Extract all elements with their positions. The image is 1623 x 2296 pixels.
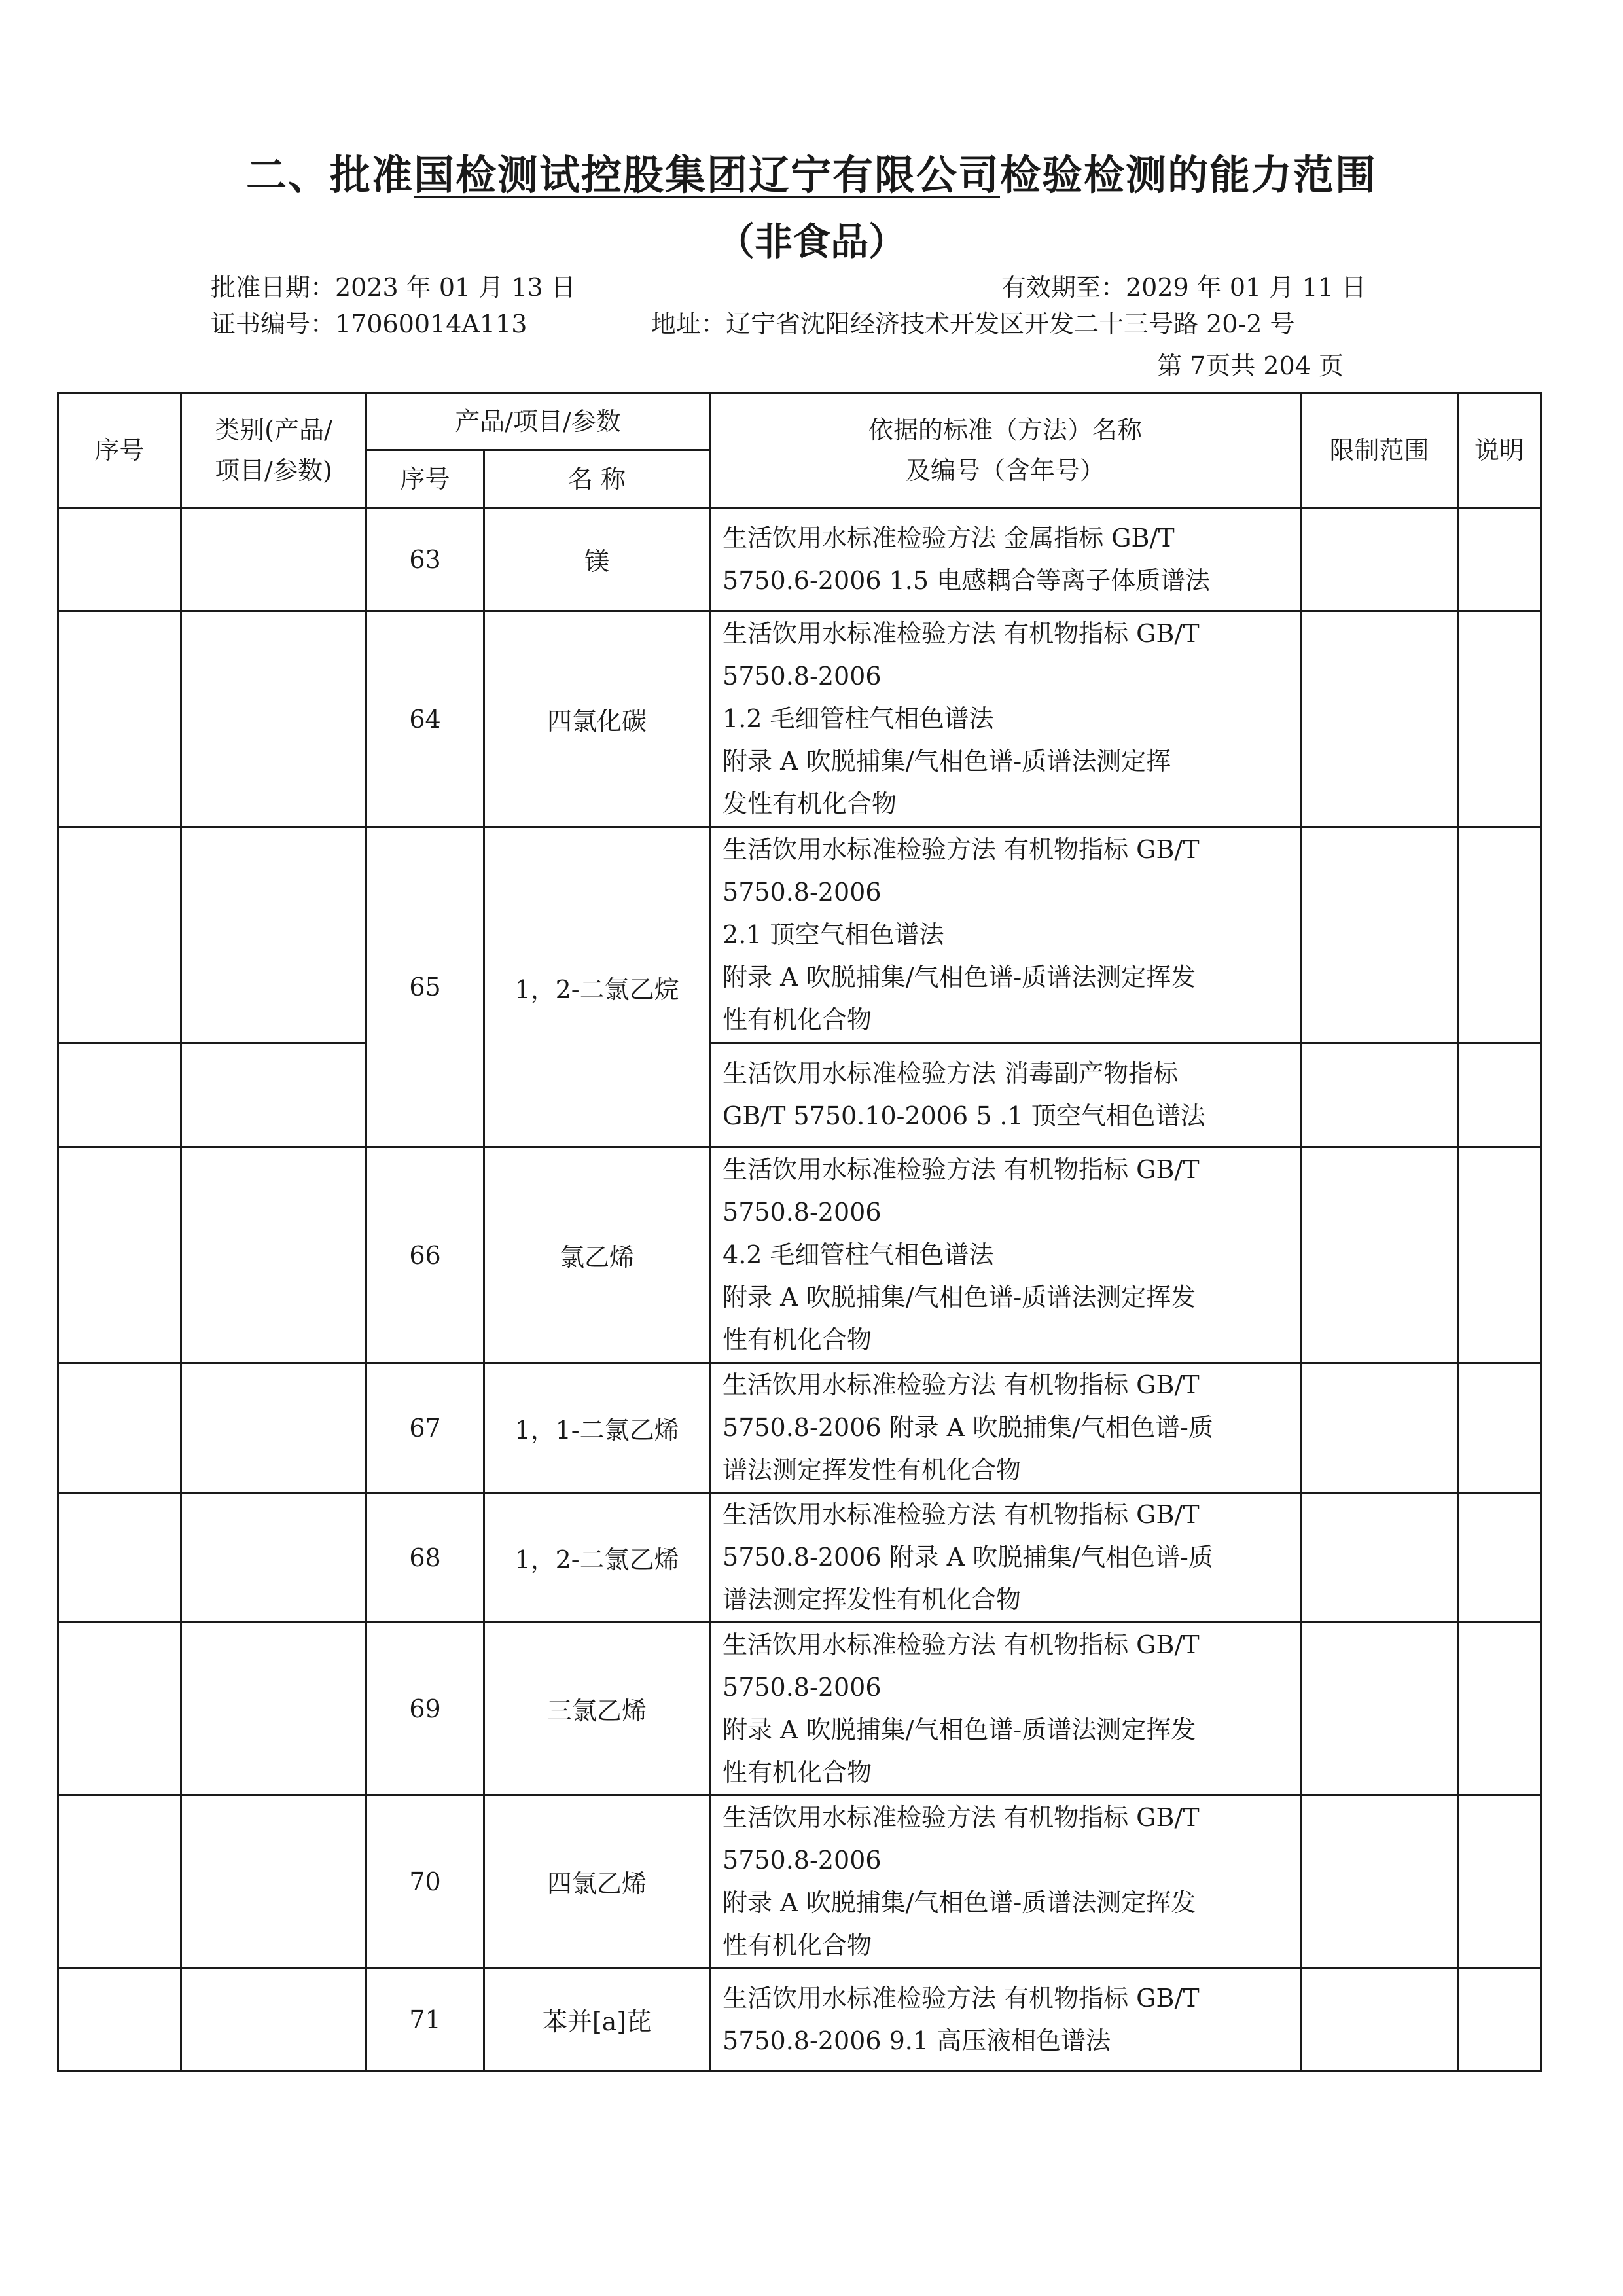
cell-item-name: 1，1-二氯乙烯: [484, 1363, 710, 1493]
cell-item-name: 四氯乙烯: [484, 1795, 710, 1968]
cell-item-number: 67: [366, 1363, 484, 1493]
cell-seq: [58, 1363, 181, 1493]
cell-seq: [58, 1043, 181, 1147]
cell-standard: [710, 1493, 1301, 1623]
cell-limit: [1301, 1493, 1458, 1623]
standard-line: 附录 A 吹脱捕集/气相色谱-质谱法测定挥: [722, 747, 1171, 776]
standard-line: 5750.8-2006: [722, 1845, 882, 1874]
standard-line: 生活饮用水标准检验方法 消毒副产物指标: [722, 1059, 1179, 1088]
cell-seq: [58, 1493, 181, 1623]
standard-line: 5750.8-2006 附录 A 吹脱捕集/气相色谱-质: [722, 1413, 1213, 1442]
cell-category: [181, 1623, 366, 1795]
standard-line: 1.2 毛细管柱气相色谱法: [722, 704, 994, 733]
cell-note: [1458, 1795, 1541, 1968]
cell-item-number: 64: [366, 611, 484, 827]
cell-seq: [58, 1147, 181, 1363]
cell-category: [181, 1043, 366, 1147]
standard-line: 性有机化合物: [722, 1005, 872, 1034]
header-sub-seq: 序号: [366, 450, 484, 508]
title-organization: 国检测试控股集团辽宁有限公司: [413, 151, 1000, 199]
cell-item-number: 71: [366, 1968, 484, 2072]
standard-line: 生活饮用水标准检验方法 金属指标 GB/T: [722, 523, 1175, 552]
standard-line: 生活饮用水标准检验方法 有机物指标 GB/T: [722, 835, 1200, 864]
standard-line: 生活饮用水标准检验方法 有机物指标 GB/T: [722, 1983, 1200, 2013]
cell-note: [1458, 1623, 1541, 1795]
cell-note: [1458, 611, 1541, 827]
table-row: [58, 1795, 1541, 1968]
page-info: 第 7页共 204 页: [1157, 351, 1344, 380]
header-product-group: 产品/项目/参数: [366, 393, 710, 450]
cell-standard: [710, 611, 1301, 827]
standard-line: 发性有机化合物: [722, 789, 897, 818]
cell-standard: [710, 508, 1301, 611]
cell-item-name: 三氯乙烯: [484, 1623, 710, 1795]
cell-standard: [710, 1043, 1301, 1147]
approval-date: 批准日期：2023 年 01 月 13 日: [211, 273, 576, 302]
standard-line: 5750.8-2006: [722, 1672, 882, 1702]
cell-limit: [1301, 1623, 1458, 1795]
table-row: [58, 1968, 1541, 2072]
cell-item-number: 66: [366, 1147, 484, 1363]
cell-item-name: 氯乙烯: [484, 1147, 710, 1363]
cell-seq: [58, 1795, 181, 1968]
standard-line: 5750.8-2006 附录 A 吹脱捕集/气相色谱-质: [722, 1543, 1213, 1571]
cell-note: [1458, 1493, 1541, 1623]
cell-item-name: 1，2-二氯乙烷: [484, 827, 710, 1147]
table-row: [58, 611, 1541, 827]
cell-item-number: 63: [366, 508, 484, 611]
table-row: [58, 1043, 1541, 1147]
cell-category: [181, 1795, 366, 1968]
cell-standard: [710, 1795, 1301, 1968]
table-row: [58, 1493, 1541, 1623]
header-seq: 序号: [58, 393, 181, 508]
standard-line: 4.2 毛细管柱气相色谱法: [722, 1240, 994, 1269]
cell-seq: [58, 1968, 181, 2072]
cell-seq: [58, 827, 181, 1043]
scope-table: [57, 392, 1542, 2072]
standard-line: 谱法测定挥发性有机化合物: [722, 1585, 1022, 1614]
cell-standard: [710, 1147, 1301, 1363]
standard-line: 附录 A 吹脱捕集/气相色谱-质谱法测定挥发: [722, 1715, 1196, 1744]
cell-limit: [1301, 1795, 1458, 1968]
cell-category: [181, 611, 366, 827]
standard-line: 附录 A 吹脱捕集/气相色谱-质谱法测定挥发: [722, 963, 1196, 992]
table-row: [58, 508, 1541, 611]
cell-standard: [710, 1968, 1301, 2072]
cell-limit: [1301, 611, 1458, 827]
standard-line: 生活饮用水标准检验方法 有机物指标 GB/T: [722, 619, 1200, 648]
cell-item-name: 1，2-二氯乙烯: [484, 1493, 710, 1623]
title-prefix: 二、批准: [245, 151, 414, 199]
cell-note: [1458, 1147, 1541, 1363]
header-category-line: 类别(产品/: [215, 416, 332, 444]
address: 地址：辽宁省沈阳经济技术开发区开发二十三号路 20-2 号: [651, 310, 1295, 338]
cell-limit: [1301, 1043, 1458, 1147]
header-standard: [710, 393, 1301, 508]
standard-line: 5750.6-2006 1.5 电感耦合等离子体质谱法: [722, 565, 1211, 595]
cell-item-name: 四氯化碳: [484, 611, 710, 827]
cell-note: [1458, 827, 1541, 1043]
table-row: [58, 1623, 1541, 1795]
cell-category: [181, 508, 366, 611]
header-standard-line: 依据的标准（方法）名称: [868, 416, 1143, 444]
cell-limit: [1301, 827, 1458, 1043]
standard-line: 性有机化合物: [722, 1325, 872, 1354]
standard-line: 生活饮用水标准检验方法 有机物指标 GB/T: [722, 1155, 1200, 1184]
cell-seq: [58, 1623, 181, 1795]
cell-standard: [710, 827, 1301, 1043]
header-limit: 限制范围: [1301, 393, 1458, 508]
standard-line: 性有机化合物: [722, 1757, 872, 1787]
cell-category: [181, 1968, 366, 2072]
table-row: [58, 1363, 1541, 1493]
cell-seq: [58, 611, 181, 827]
header-standard-line: 及编号（含年号）: [906, 456, 1105, 485]
table-row: [58, 827, 1541, 1043]
standard-line: 生活饮用水标准检验方法 有机物指标 GB/T: [722, 1371, 1200, 1399]
page-title: [0, 143, 1623, 201]
standard-line: 5750.8-2006: [722, 662, 882, 691]
cell-item-number: 70: [366, 1795, 484, 1968]
table-header: [58, 393, 1541, 508]
table-row: [58, 1147, 1541, 1363]
cell-item-number: 68: [366, 1493, 484, 1623]
header-note: 说明: [1458, 393, 1541, 508]
cell-item-name: 镁: [484, 508, 710, 611]
cell-category: [181, 1147, 366, 1363]
certificate-number: 证书编号：17060014A113: [211, 310, 527, 338]
cell-category: [181, 1493, 366, 1623]
cell-item-number: 69: [366, 1623, 484, 1795]
cell-note: [1458, 1043, 1541, 1147]
page-subtitle: （非食品）: [716, 219, 906, 264]
title-suffix: 检验检测的能力范围: [1000, 151, 1378, 199]
standard-line: 生活饮用水标准检验方法 有机物指标 GB/T: [722, 1500, 1200, 1529]
standard-line: 2.1 顶空气相色谱法: [722, 920, 944, 949]
standard-line: 生活饮用水标准检验方法 有机物指标 GB/T: [722, 1630, 1200, 1659]
standard-line: 性有机化合物: [722, 1930, 872, 1960]
cell-limit: [1301, 1147, 1458, 1363]
standard-line: 生活饮用水标准检验方法 有机物指标 GB/T: [722, 1803, 1200, 1832]
standard-line: 5750.8-2006: [722, 1198, 882, 1227]
standard-line: 5750.8-2006: [722, 878, 882, 906]
cell-note: [1458, 1363, 1541, 1493]
header-sub-name: 名 称: [484, 450, 710, 508]
cell-note: [1458, 508, 1541, 611]
cell-limit: [1301, 508, 1458, 611]
cell-seq: [58, 508, 181, 611]
standard-line: 附录 A 吹脱捕集/气相色谱-质谱法测定挥发: [722, 1888, 1196, 1917]
cell-item-name: 苯并[a]芘: [484, 1968, 710, 2072]
cell-standard: [710, 1623, 1301, 1795]
standard-line: 谱法测定挥发性有机化合物: [722, 1456, 1022, 1484]
cell-limit: [1301, 1363, 1458, 1493]
cell-standard: [710, 1363, 1301, 1493]
cell-category: [181, 1363, 366, 1493]
header-category-line: 项目/参数): [215, 456, 332, 485]
standard-line: 5750.8-2006 9.1 高压液相色谱法: [722, 2026, 1111, 2055]
cell-note: [1458, 1968, 1541, 2072]
cell-item-number: 65: [366, 827, 484, 1147]
standard-line: GB/T 5750.10-2006 5 .1 顶空气相色谱法: [722, 1102, 1205, 1130]
cell-category: [181, 827, 366, 1043]
valid-until: 有效期至：2029 年 01 月 11 日: [1001, 273, 1366, 302]
header-category: [181, 393, 366, 508]
cell-limit: [1301, 1968, 1458, 2072]
table-body: [58, 508, 1541, 2072]
standard-line: 附录 A 吹脱捕集/气相色谱-质谱法测定挥发: [722, 1283, 1196, 1312]
